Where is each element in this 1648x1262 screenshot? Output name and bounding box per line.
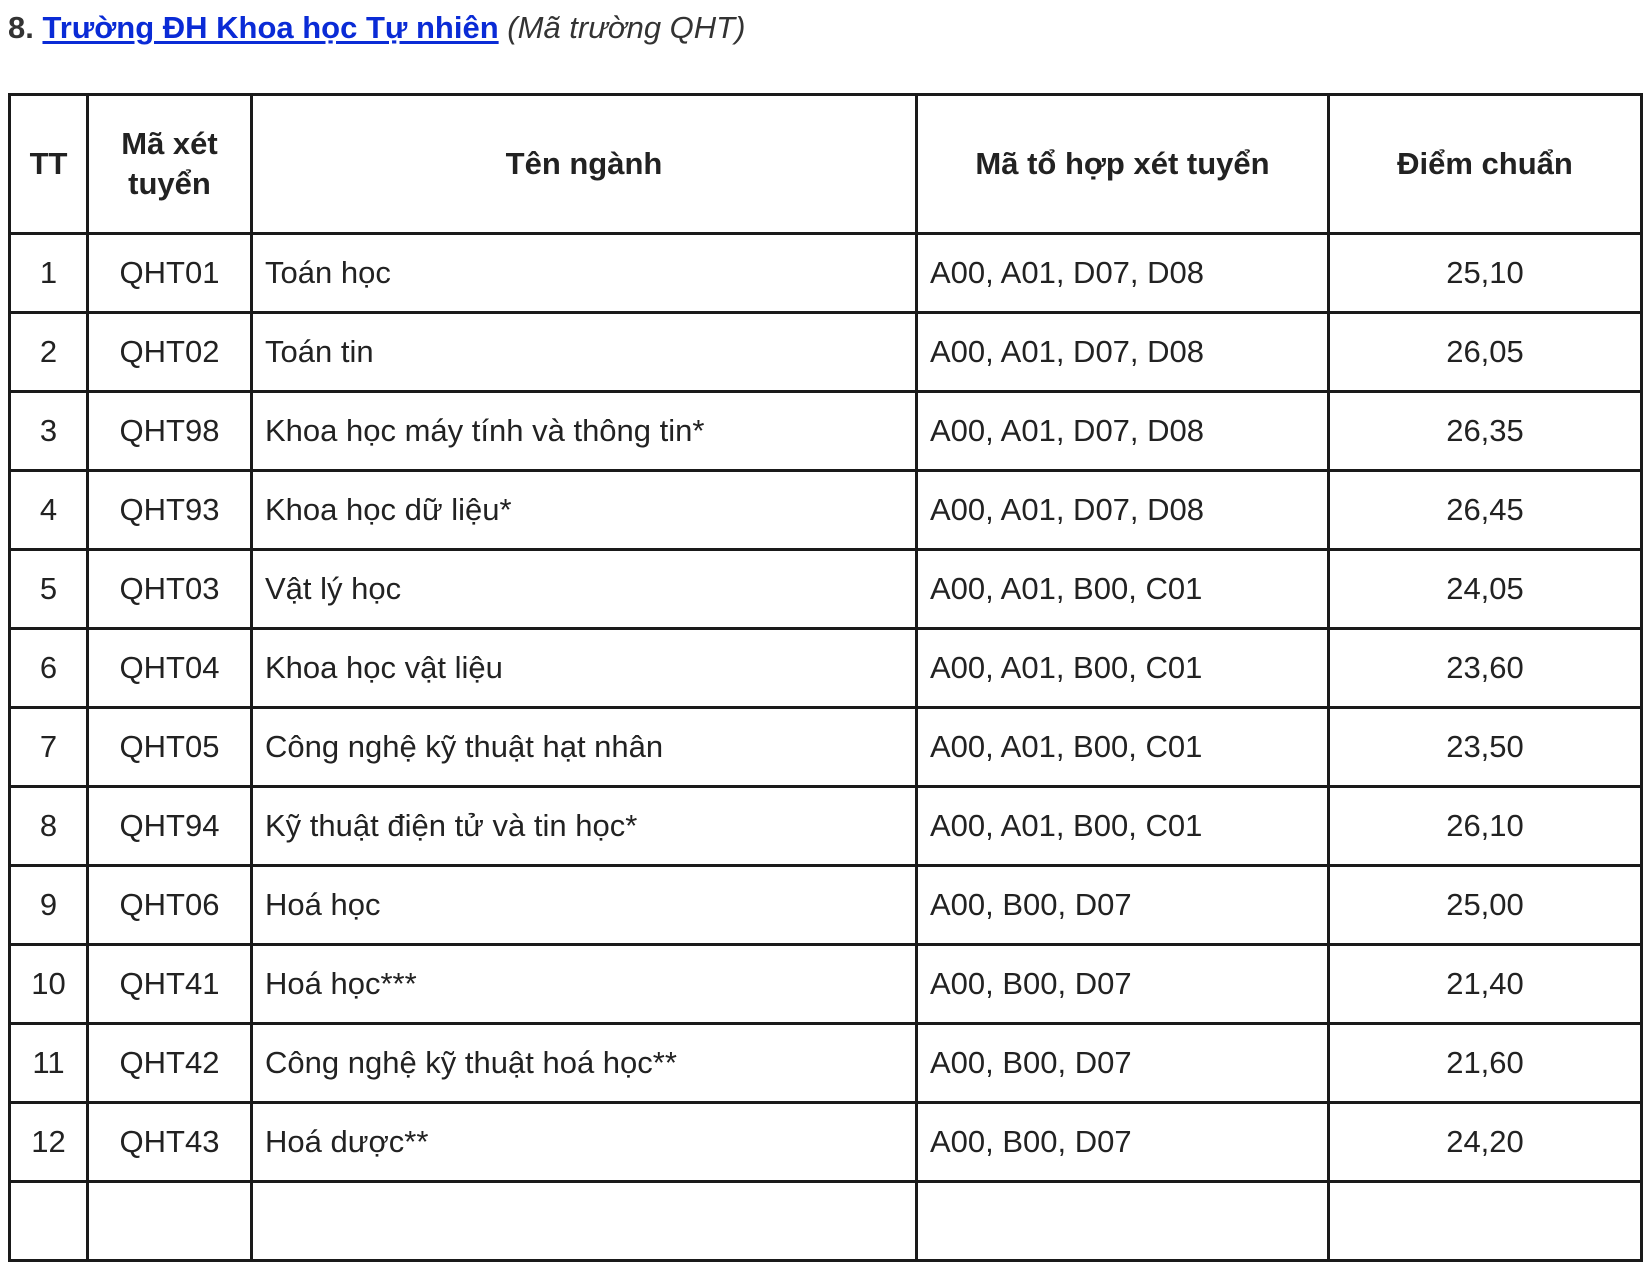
cell-code: QHT04 (88, 629, 252, 708)
cell-subject-combo: A00, A01, B00, C01 (917, 629, 1329, 708)
table-body (10, 234, 1642, 1182)
table-row (10, 945, 1642, 1024)
cell-subject-combo: A00, A01, B00, C01 (917, 708, 1329, 787)
cell-score: 25,10 (1329, 234, 1642, 313)
cell-code: QHT43 (88, 1103, 252, 1182)
cell-code: QHT05 (88, 708, 252, 787)
table-row (10, 866, 1642, 945)
cell-empty (1329, 1182, 1642, 1261)
table-row (10, 787, 1642, 866)
table-row (10, 629, 1642, 708)
admission-scores-table (8, 93, 1643, 1262)
table-header-row (10, 95, 1642, 234)
header-tt: TT (10, 95, 88, 234)
table-row (10, 471, 1642, 550)
cell-major-name: Công nghệ kỹ thuật hoá học** (252, 1024, 917, 1103)
cell-empty (10, 1182, 88, 1261)
cell-subject-combo: A00, A01, B00, C01 (917, 550, 1329, 629)
cell-score: 26,45 (1329, 471, 1642, 550)
cell-subject-combo: A00, B00, D07 (917, 1103, 1329, 1182)
table-row (10, 313, 1642, 392)
table-row-partial (10, 1182, 1642, 1261)
cell-score: 24,20 (1329, 1103, 1642, 1182)
table-row (10, 550, 1642, 629)
cell-major-name: Khoa học máy tính và thông tin* (252, 392, 917, 471)
cell-code: QHT41 (88, 945, 252, 1024)
cell-code: QHT42 (88, 1024, 252, 1103)
cell-major-name: Toán tin (252, 313, 917, 392)
cell-code: QHT01 (88, 234, 252, 313)
cell-code: QHT06 (88, 866, 252, 945)
cell-major-name: Hoá học*** (252, 945, 917, 1024)
cell-empty (917, 1182, 1329, 1261)
table-row (10, 234, 1642, 313)
header-code: Mã xét tuyển (88, 95, 252, 234)
cell-tt: 2 (10, 313, 88, 392)
cell-tt: 1 (10, 234, 88, 313)
cell-score: 26,10 (1329, 787, 1642, 866)
header-score: Điểm chuẩn (1329, 95, 1642, 234)
cell-tt: 8 (10, 787, 88, 866)
cell-code: QHT03 (88, 550, 252, 629)
cell-tt: 5 (10, 550, 88, 629)
cell-subject-combo: A00, A01, D07, D08 (917, 392, 1329, 471)
cell-tt: 6 (10, 629, 88, 708)
table-row (10, 708, 1642, 787)
cell-major-name: Toán học (252, 234, 917, 313)
table-row (10, 392, 1642, 471)
table-row (10, 1103, 1642, 1182)
cell-score: 26,05 (1329, 313, 1642, 392)
cell-subject-combo: A00, B00, D07 (917, 945, 1329, 1024)
cell-score: 21,40 (1329, 945, 1642, 1024)
cell-major-name: Kỹ thuật điện tử và tin học* (252, 787, 917, 866)
cell-score: 23,50 (1329, 708, 1642, 787)
cell-major-name: Khoa học vật liệu (252, 629, 917, 708)
section-heading (8, 6, 745, 50)
cell-score: 21,60 (1329, 1024, 1642, 1103)
school-link[interactable]: Trường ĐH Khoa học Tự nhiên (42, 10, 499, 45)
cell-code: QHT94 (88, 787, 252, 866)
section-number: 8. (8, 10, 34, 45)
school-code: (Mã trường QHT) (507, 10, 746, 45)
cell-major-name: Khoa học dữ liệu* (252, 471, 917, 550)
cell-subject-combo: A00, A01, D07, D08 (917, 471, 1329, 550)
cell-score: 26,35 (1329, 392, 1642, 471)
cell-code: QHT02 (88, 313, 252, 392)
cell-tt: 7 (10, 708, 88, 787)
cell-tt: 10 (10, 945, 88, 1024)
cell-empty (88, 1182, 252, 1261)
cell-tt: 11 (10, 1024, 88, 1103)
table-row (10, 1024, 1642, 1103)
cell-tt: 9 (10, 866, 88, 945)
cell-subject-combo: A00, B00, D07 (917, 1024, 1329, 1103)
cell-score: 25,00 (1329, 866, 1642, 945)
cell-major-name: Hoá học (252, 866, 917, 945)
cell-empty (252, 1182, 917, 1261)
cell-subject-combo: A00, A01, B00, C01 (917, 787, 1329, 866)
cell-score: 23,60 (1329, 629, 1642, 708)
cell-code: QHT93 (88, 471, 252, 550)
cell-major-name: Hoá dược** (252, 1103, 917, 1182)
cell-tt: 3 (10, 392, 88, 471)
cell-subject-combo: A00, A01, D07, D08 (917, 234, 1329, 313)
cell-subject-combo: A00, A01, D07, D08 (917, 313, 1329, 392)
cell-tt: 4 (10, 471, 88, 550)
cell-subject-combo: A00, B00, D07 (917, 866, 1329, 945)
header-name: Tên ngành (252, 95, 917, 234)
header-combo: Mã tổ hợp xét tuyển (917, 95, 1329, 234)
cell-major-name: Vật lý học (252, 550, 917, 629)
cell-code: QHT98 (88, 392, 252, 471)
cell-tt: 12 (10, 1103, 88, 1182)
cell-score: 24,05 (1329, 550, 1642, 629)
cell-major-name: Công nghệ kỹ thuật hạt nhân (252, 708, 917, 787)
